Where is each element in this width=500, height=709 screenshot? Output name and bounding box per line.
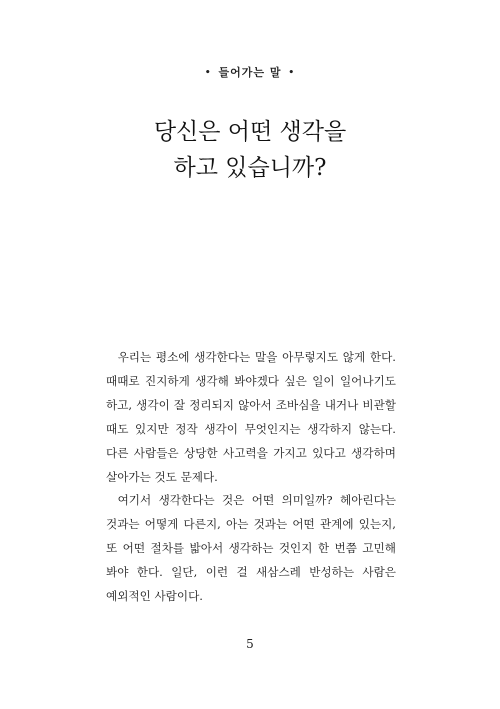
bullet-left: • xyxy=(204,68,212,78)
bullet-right: • xyxy=(288,68,296,78)
paragraph-1: 우리는 평소에 생각한다는 말을 아무렇지도 않게 한다. 때때로 진지하게 생각해 봐야겠다 싶은 일이 일어나기도 하고, 생각이 잘 정리되지 않아서 조바심을 내거나 비관할 때도 있지만 정작 생각이 무엇인지는 생각하지 않는다. 다른 사람들은 상당한 사고력을 가지고 있다고 생각하며 살아가는 것도 문제다. xyxy=(106,350,396,484)
page-title xyxy=(0,114,500,186)
title-line-1: 당신은 어떤 생각을 xyxy=(153,119,347,145)
page-number: 5 xyxy=(246,637,254,651)
paragraph-2: 여기서 생각한다는 것은 어떤 의미일까? 헤아린다는 것과는 어떻게 다른지, 아는 것과는 어떤 관계에 있는지, 또 어떤 절차를 밟아서 생각하는 것인지 한 번쯤 고민해 봐야 한다. 일단, 이런 걸 새삼스레 반성하는 사람은 예외적인 사람이다. xyxy=(106,493,396,604)
chapter-label-text: 들어가는 말 xyxy=(218,66,282,79)
title-line-2: 하고 있습니까? xyxy=(173,155,327,181)
chapter-label xyxy=(0,64,500,80)
body-text xyxy=(106,346,396,609)
